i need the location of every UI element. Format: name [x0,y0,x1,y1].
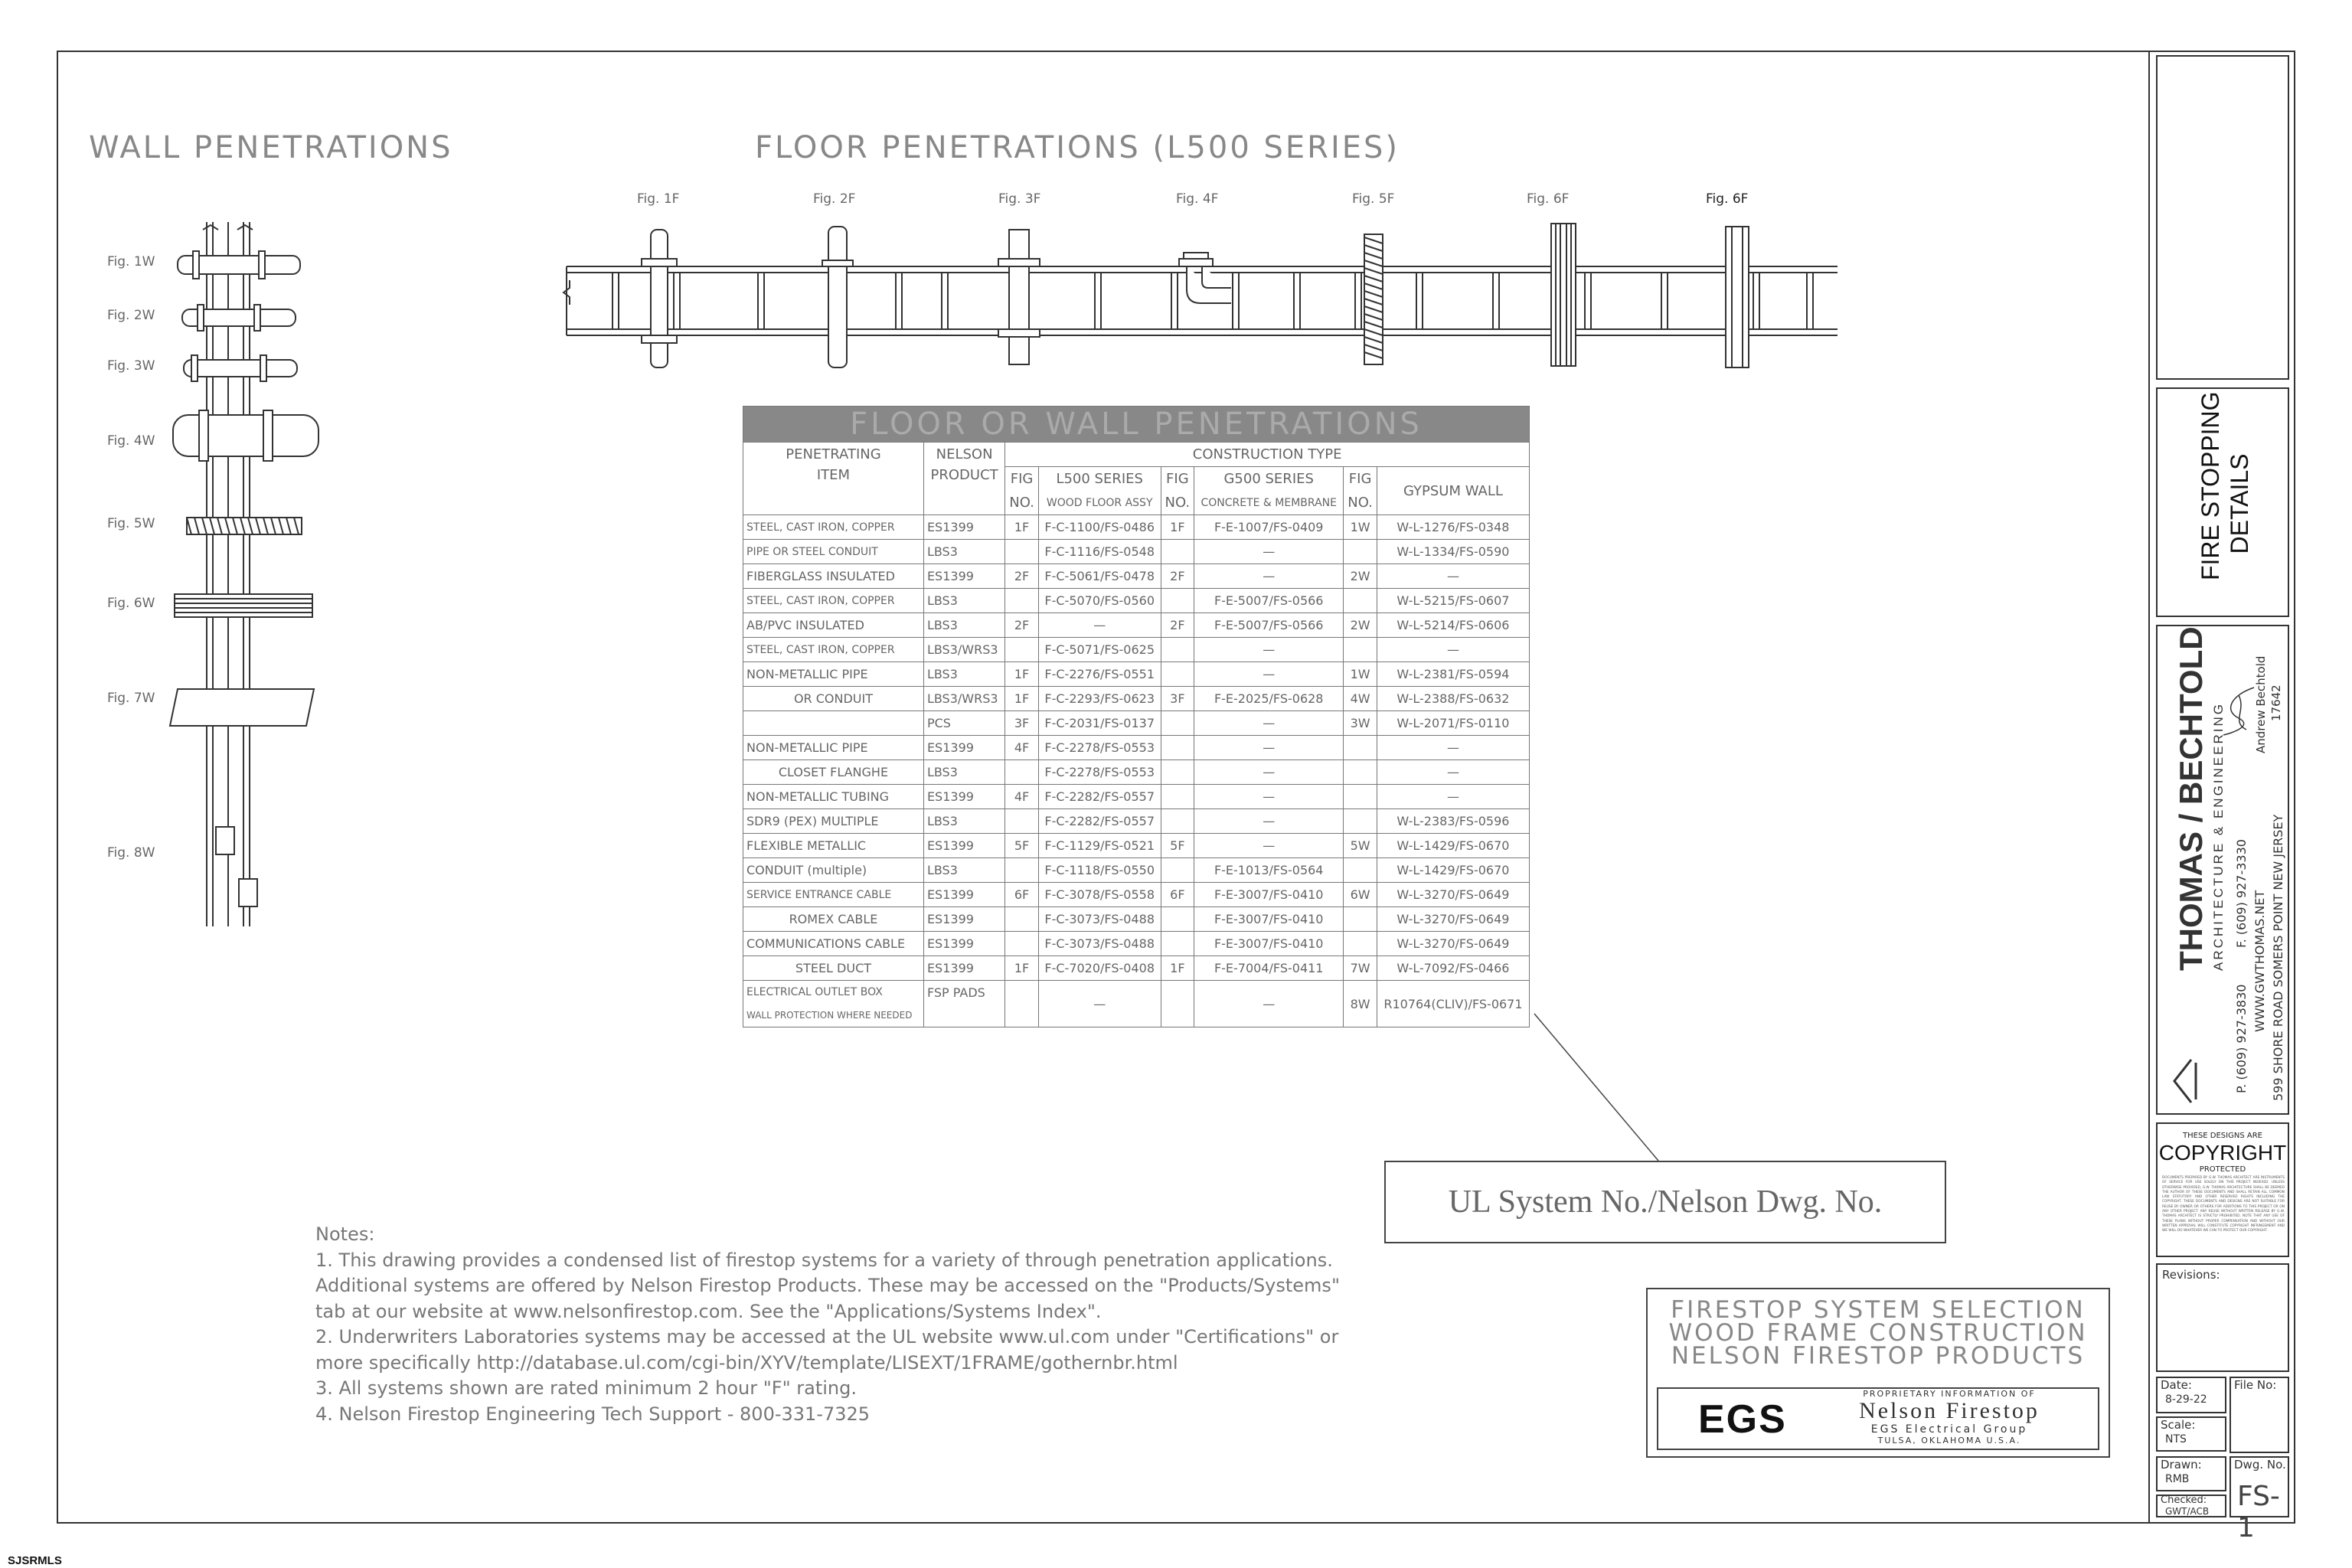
date-value: 8-29-22 [2165,1393,2207,1406]
table-cell-gyp: — [1377,760,1529,785]
table-row [743,736,1530,760]
table-cell-g500: — [1194,834,1344,858]
table-cell-f3: 7W [1344,956,1377,981]
copyright-line1: THESE DESIGNS ARE [2183,1132,2262,1140]
table-cell-l500: F-C-1100/FS-0486 [1038,515,1161,540]
egs-band [1657,1387,2099,1450]
table-cell-f3 [1344,785,1377,809]
table-cell-l500: F-C-3078/FS-0558 [1038,883,1161,907]
drawn-label: Drawn: [2161,1458,2202,1472]
dwg-no-label: Dwg. No. [2234,1458,2286,1472]
table-cell-gyp: W-L-5215/FS-0607 [1377,589,1529,613]
sheet-title-line: FIRE STOPPING [2197,391,2224,580]
sheet-title-line: DETAILS [2226,453,2253,554]
address: 599 SHORE ROAD SOMERS POINT NEW JERSEY [2271,814,2285,1101]
table-cell-g500: — [1194,711,1344,736]
outlet-product: FSP PADS [923,981,1004,1027]
table-cell-f3 [1344,540,1377,564]
file-label: File No: [2234,1378,2277,1392]
table-row [743,662,1530,687]
note-line: 2. Underwriters Laboratories systems may be accessed at the UL website www.ul.com under "Certifications" or [315,1326,1339,1348]
table-cell-f2 [1161,638,1194,662]
table-cell-prod: PCS [923,711,1004,736]
table-cell-f2: 2F [1161,613,1194,638]
table-cell-f3 [1344,760,1377,785]
date-cell [2156,1377,2226,1413]
table-cell-f2: 1F [1161,515,1194,540]
table-row [743,687,1530,711]
table-cell-f1: 4F [1005,736,1039,760]
table-cell-f1: 6F [1005,883,1039,907]
table-cell-g500: F-E-3007/FS-0410 [1194,907,1344,932]
scale-cell [2156,1416,2226,1452]
table-cell-g500: F-E-2025/FS-0628 [1194,687,1344,711]
header-no: NO. [1161,491,1194,515]
outlet-g500: — [1194,981,1344,1027]
table-cell-g500: F-E-3007/FS-0410 [1194,883,1344,907]
wall-fig-label: Fig. 7W [107,691,155,706]
wall-fig-label: Fig. 6W [107,596,155,611]
table-cell-g500: — [1194,809,1344,834]
table-cell-prod: ES1399 [923,883,1004,907]
wall-fig-label: Fig. 5W [107,516,155,531]
selection-title [1648,1296,2109,1370]
table-cell-gyp: W-L-2383/FS-0596 [1377,809,1529,834]
table-cell-f3: 2W [1344,613,1377,638]
checked-value: GWT/ACB [2165,1506,2210,1517]
table-cell-gyp: W-L-1429/FS-0670 [1377,858,1529,883]
table-cell-f1: 3F [1005,711,1039,736]
drawn-value: RMB [2165,1473,2190,1485]
table-row [743,907,1530,932]
wall-fig-label: Fig. 8W [107,845,155,861]
table-cell-f2: 5F [1161,834,1194,858]
header-l500: L500 SERIES [1038,467,1161,492]
table-cell-f1: 1F [1005,515,1039,540]
leader-line [1531,1011,1684,1164]
table-cell-l500: F-C-2276/FS-0551 [1038,662,1161,687]
table-cell-g500: — [1194,564,1344,589]
note-line: 3. All systems shown are rated minimum 2 hour "F" rating. [315,1377,857,1399]
firm-logo-icon [2170,1055,2200,1107]
scale-value: NTS [2165,1433,2187,1446]
table-cell-f2 [1161,809,1194,834]
table-cell-f2 [1161,785,1194,809]
table-cell-l500: F-C-1129/FS-0521 [1038,834,1161,858]
table-cell-f3: 4W [1344,687,1377,711]
floor-penetrations-title: FLOOR PENETRATIONS (L500 SERIES) [755,130,1400,165]
table-cell-prod: LBS3 [923,760,1004,785]
note-line: 1. This drawing provides a condensed list of firestop systems for a variety of through penetration applications. [315,1249,1333,1271]
table-cell-f2: 2F [1161,564,1194,589]
table-cell-gyp: W-L-2381/FS-0594 [1377,662,1529,687]
table-cell-prod: LBS3 [923,540,1004,564]
header-product: NELSON [923,443,1004,467]
table-cell-f1 [1005,589,1039,613]
sheet-title-box [2156,387,2289,617]
table-cell-l500: F-C-5070/FS-0560 [1038,589,1161,613]
table-cell-f1: 2F [1005,564,1039,589]
nelson-firestop: Nelson Firestop [1859,1398,2040,1423]
table-cell-g500: F-E-7004/FS-0411 [1194,956,1344,981]
table-cell-prod: ES1399 [923,564,1004,589]
wall-penetrations-title: WALL PENETRATIONS [89,130,453,165]
table-cell-gyp: — [1377,564,1529,589]
revisions-label: Revisions: [2162,1268,2220,1282]
header-g500: G500 SERIES [1194,467,1344,492]
city-text: TULSA, OKLAHOMA U.S.A. [1877,1436,2021,1446]
table-cell-f1: 1F [1005,687,1039,711]
table-row [743,932,1530,956]
wall-penetrations-drawing [168,214,345,934]
table-cell-f1: 1F [1005,662,1039,687]
table-row [743,564,1530,589]
table-cell-l500: — [1038,613,1161,638]
outlet-item-1: ELECTRICAL OUTLET BOX [746,986,883,998]
table-cell-prod: ES1399 [923,956,1004,981]
note-line: Additional systems are offered by Nelson Firestop Products. These may be accessed on the "Products/Systems" [315,1275,1340,1296]
table-title: FLOOR OR WALL PENETRATIONS [743,407,1530,443]
table-cell-prod: LBS3/WRS3 [923,638,1004,662]
table-cell-f3 [1344,809,1377,834]
table-row [743,711,1530,736]
table-cell-l500: F-C-1116/FS-0548 [1038,540,1161,564]
titleblock-divider [2148,51,2150,1524]
table-row [743,858,1530,883]
floor-fig-label: Fig. 3F [998,191,1041,207]
table-cell-gyp: W-L-2388/FS-0632 [1377,687,1529,711]
website: WWW.GWTHOMAS.NET [2252,890,2267,1032]
header-l500-sub: WOOD FLOOR ASSY [1038,491,1161,515]
table-cell [1005,981,1039,1027]
header-no: NO. [1344,491,1377,515]
table-cell-g500: F-E-1007/FS-0409 [1194,515,1344,540]
table-cell-f1: 1F [1005,956,1039,981]
table-row [743,515,1530,540]
table-cell-l500: F-C-1118/FS-0550 [1038,858,1161,883]
table-cell-f3: 2W [1344,564,1377,589]
table-cell-item: AB/PVC INSULATED [743,613,924,638]
table-cell-item: SDR9 (PEX) MULTIPLE [743,809,924,834]
table-cell-f3 [1344,907,1377,932]
note-line: more specifically http://database.ul.com/cgi-bin/XYV/template/LISEXT/1FRAME/gothernbr.html [315,1351,1178,1374]
notes [315,1222,1340,1427]
table-cell-prod: LBS3 [923,858,1004,883]
table-cell-prod: LBS3 [923,662,1004,687]
floor-fig-label: Fig. 6F [1706,191,1749,207]
table-cell-g500: — [1194,760,1344,785]
copyright-body: DOCUMENTS PREPARED BY G.W. THOMAS ARCHITECT ARE INSTRUMENTS OF SERVICE FOR USE SOLELY ON THIS PROJECT INDEXED. UNLESS OTHERWISE PROVIDED, G.W. THOMAS ARCHITECTURE SHALL BE DEEMED THE AUTHOR OF THESE DOCUMENTS AND SHALL RETAIN ALL COMMON LAW STATUTORY AND OTHER RESERVED RIGHTS INCLUDING THE COPYRIGHT. THESE DOCUMENTS AND DESIGNS ARE NOT SUITABLE FOR REUSE BY OWNER OR OTHERS FOR ADDITIONS TO THIS PROJECT OR ON ANY OTHER PROJECT. ANY REUSE WITHOUT WRITTEN RELEASE BY G.W. THOMAS ARCHITECT IS STRICTLY PROHIBITED. NOTE THAT ANY USE OF THESE PLANS WITHOUT PROPER COMPENSATION AND WITHOUT OUR WRITTEN APPROVAL WILL CONSTITUTE COPYRIGHT INFRINGEMENT AND WE WILL DO WHATEVER WE CAN TO PROTECT OUR COPYRIGHT. [2162,1176,2285,1233]
table-cell-f1 [1005,907,1039,932]
header-fig: FIG [1005,467,1039,492]
table-cell-item: FLEXIBLE METALLIC [743,834,924,858]
table-cell-item: SERVICE ENTRANCE CABLE [743,883,924,907]
header-g500-sub: CONCRETE & MEMBRANE [1194,491,1344,515]
table-cell-f2 [1161,540,1194,564]
table-cell-f2 [1161,858,1194,883]
table-cell-prod: LBS3/WRS3 [923,687,1004,711]
checked-label: Checked: [2161,1494,2207,1506]
table-cell-gyp: W-L-3270/FS-0649 [1377,932,1529,956]
selection-line: FIRESTOP SYSTEM SELECTION [1671,1296,2086,1324]
table-cell-f1 [1005,540,1039,564]
table-cell-prod: ES1399 [923,932,1004,956]
table-cell-l500: F-C-5061/FS-0478 [1038,564,1161,589]
table-cell-l500: F-C-2278/FS-0553 [1038,760,1161,785]
table-cell-f1 [1005,932,1039,956]
table-cell-prod: LBS3 [923,809,1004,834]
table-cell-f1: 4F [1005,785,1039,809]
table-cell-f3: 6W [1344,883,1377,907]
table-cell-f2: 1F [1161,956,1194,981]
table-cell-g500: F-E-5007/FS-0566 [1194,613,1344,638]
table-cell-gyp: W-L-1276/FS-0348 [1377,515,1529,540]
table-cell-l500: F-C-2031/FS-0137 [1038,711,1161,736]
table-cell-f1 [1005,858,1039,883]
table-cell-item: CONDUIT (multiple) [743,858,924,883]
table-cell-l500: F-C-5071/FS-0625 [1038,638,1161,662]
egs-logo: EGS [1698,1397,1787,1442]
header-item-2: ITEM [743,467,924,515]
table-cell-f3 [1344,858,1377,883]
table-row [743,785,1530,809]
table-row [743,809,1530,834]
dwg-no-value: FS-1 [2237,1481,2280,1544]
table-cell-item: STEEL, CAST IRON, COPPER [743,515,924,540]
table-cell-gyp: — [1377,638,1529,662]
floor-fig-label: Fig. 1F [637,191,680,207]
table-cell-gyp: W-L-5214/FS-0606 [1377,613,1529,638]
table-cell-prod: ES1399 [923,785,1004,809]
table-cell-g500: — [1194,638,1344,662]
table-cell-item: COMMUNICATIONS CABLE [743,932,924,956]
table-row [743,760,1530,785]
table-cell-f2 [1161,589,1194,613]
wall-fig-label: Fig. 1W [107,254,155,270]
table-cell-item: OR CONDUIT [743,687,924,711]
table-row [743,981,1530,1027]
table-cell-f3: 5W [1344,834,1377,858]
table-body [743,515,1530,981]
outlet-gypsum: R10764(CLIV)/FS-0671 [1377,981,1529,1027]
scale-label: Scale: [2161,1418,2196,1432]
floor-fig-label: Fig. 4F [1176,191,1219,207]
table-cell-prod: ES1399 [923,736,1004,760]
copyright-line3: PROTECTED [2199,1165,2246,1174]
table-cell-f2 [1161,760,1194,785]
header-fig: FIG [1344,467,1377,492]
table-cell-l500: F-C-3073/FS-0488 [1038,932,1161,956]
firm-subtitle: ARCHITECTURE & ENGINEERING [2211,702,2226,971]
sheet-title [2196,391,2254,580]
note-line: tab at our website at www.nelsonfirestop.com. See the "Applications/Systems Index". [315,1300,1102,1322]
phone: P. (609) 927-3830 [2234,984,2249,1093]
table-cell-f3 [1344,638,1377,662]
table-cell-prod: LBS3 [923,613,1004,638]
table-cell-g500: F-E-3007/FS-0410 [1194,932,1344,956]
note-line: 4. Nelson Firestop Engineering Tech Support - 800-331-7325 [315,1403,871,1425]
license-no: 17642 [2269,684,2283,721]
floor-fig-label: Fig. 2F [813,191,856,207]
table-cell-item: NON-METALLIC PIPE [743,736,924,760]
table-cell-f3: 3W [1344,711,1377,736]
proprietary-text: PROPRIETARY INFORMATION OF [1863,1389,2036,1399]
table-cell-f3: 1W [1344,515,1377,540]
table-row [743,883,1530,907]
table-cell-item: CLOSET FLANGHE [743,760,924,785]
table-cell-item: NON-METALLIC TUBING [743,785,924,809]
revisions-box [2156,1263,2289,1372]
table-row [743,638,1530,662]
table-cell-g500: — [1194,540,1344,564]
wall-fig-label: Fig. 3W [107,358,155,374]
floor-fig-label: Fig. 6F [1527,191,1570,207]
table-cell-f2: 6F [1161,883,1194,907]
signature-icon [2216,680,2262,741]
floor-fig-label: Fig. 5F [1352,191,1395,207]
header-fig: FIG [1161,467,1194,492]
table-row [743,956,1530,981]
table-cell-l500: F-C-2282/FS-0557 [1038,785,1161,809]
system-selection-box [1646,1288,2110,1458]
table-cell-gyp: W-L-1429/FS-0670 [1377,834,1529,858]
table-cell-f2 [1161,662,1194,687]
wall-fig-label: Fig. 4W [107,433,155,449]
header-gypsum: GYPSUM WALL [1377,467,1529,515]
architect-name: Andrew Bechtold [2254,655,2268,753]
table-cell-g500: — [1194,736,1344,760]
header-item: PENETRATING [743,443,924,467]
fax: F. (609) 927-3330 [2234,839,2249,948]
table-cell-f2 [1161,907,1194,932]
table-row [743,540,1530,564]
table-cell-f2 [1161,932,1194,956]
table-cell-item: STEEL, CAST IRON, COPPER [743,638,924,662]
checked-cell [2156,1494,2226,1517]
table-cell-prod: ES1399 [923,834,1004,858]
ul-system-legend: UL System No./Nelson Dwg. No. [1384,1161,1946,1243]
table-row [743,589,1530,613]
table-cell-f3 [1344,736,1377,760]
penetrations-table [743,406,1530,1027]
nelson-block [1811,1389,2087,1446]
titleblock-top [2156,55,2289,380]
table-cell-f2: 3F [1161,687,1194,711]
drawn-cell [2156,1456,2226,1491]
table-cell-gyp: W-L-3270/FS-0649 [1377,907,1529,932]
table-cell-l500: F-C-7020/FS-0408 [1038,956,1161,981]
table-cell-f3 [1344,932,1377,956]
outlet-item-2: WALL PROTECTION WHERE NEEDED [746,1010,913,1021]
date-label: Date: [2161,1378,2192,1392]
table-cell-f1: 2F [1005,613,1039,638]
dwg-no-cell [2230,1456,2289,1544]
wall-fig-label: Fig. 2W [107,308,155,323]
table-cell-f1: 5F [1005,834,1039,858]
table-cell-f3 [1344,589,1377,613]
copyright-box [2156,1122,2289,1257]
table-cell-prod: LBS3 [923,589,1004,613]
table-cell-gyp: W-L-7092/FS-0466 [1377,956,1529,981]
header-no: NO. [1005,491,1039,515]
table-cell-f1 [1005,638,1039,662]
table-row [743,613,1530,638]
table-cell [743,981,924,1027]
selection-line: WOOD FRAME CONSTRUCTION [1668,1319,2088,1347]
table-cell-l500: F-C-3073/FS-0488 [1038,907,1161,932]
header-product-2: PRODUCT [923,467,1004,515]
table-cell-f1 [1005,760,1039,785]
table-row [743,834,1530,858]
firm-name: THOMAS / BECHTOLD [2173,626,2209,971]
watermark: SJSRMLS [8,1554,62,1567]
table-cell-g500: — [1194,785,1344,809]
copyright-heading: COPYRIGHT [2158,1141,2287,1165]
table-cell-gyp: — [1377,736,1529,760]
table-cell-g500: F-E-5007/FS-0566 [1194,589,1344,613]
table-cell-f1 [1005,809,1039,834]
table-cell-item [743,711,924,736]
table-cell-gyp: W-L-3270/FS-0649 [1377,883,1529,907]
outlet-l500: — [1038,981,1161,1027]
table-cell-l500: F-C-2282/FS-0557 [1038,809,1161,834]
header-construction-type: CONSTRUCTION TYPE [1005,443,1530,467]
table-cell-f3: 1W [1344,662,1377,687]
table-cell-l500: F-C-2293/FS-0623 [1038,687,1161,711]
table-cell-gyp: — [1377,785,1529,809]
table-cell-g500: — [1194,662,1344,687]
table-cell-item: PIPE OR STEEL CONDUIT [743,540,924,564]
selection-line: NELSON FIRESTOP PRODUCTS [1671,1342,2086,1370]
table-cell-f2 [1161,736,1194,760]
table-cell-gyp: W-L-1334/FS-0590 [1377,540,1529,564]
table-cell [1161,981,1194,1027]
table-cell-gyp: W-L-2071/FS-0110 [1377,711,1529,736]
table-cell-item: ROMEX CABLE [743,907,924,932]
table-cell-item: STEEL DUCT [743,956,924,981]
table-cell-f2 [1161,711,1194,736]
egs-group: EGS Electrical Group [1870,1423,2028,1436]
table-cell-prod: ES1399 [923,907,1004,932]
floor-penetrations-drawing [559,219,1845,372]
outlet-fig: 8W [1344,981,1377,1027]
file-cell [2230,1377,2289,1453]
table-cell-l500: F-C-2278/FS-0553 [1038,736,1161,760]
table-cell-prod: ES1399 [923,515,1004,540]
table-cell-item: STEEL, CAST IRON, COPPER [743,589,924,613]
firm-box [2156,625,2289,1115]
table-cell-g500: F-E-1013/FS-0564 [1194,858,1344,883]
table-cell-item: NON-METALLIC PIPE [743,662,924,687]
table-cell-item: FIBERGLASS INSULATED [743,564,924,589]
notes-heading: Notes: [315,1223,375,1245]
